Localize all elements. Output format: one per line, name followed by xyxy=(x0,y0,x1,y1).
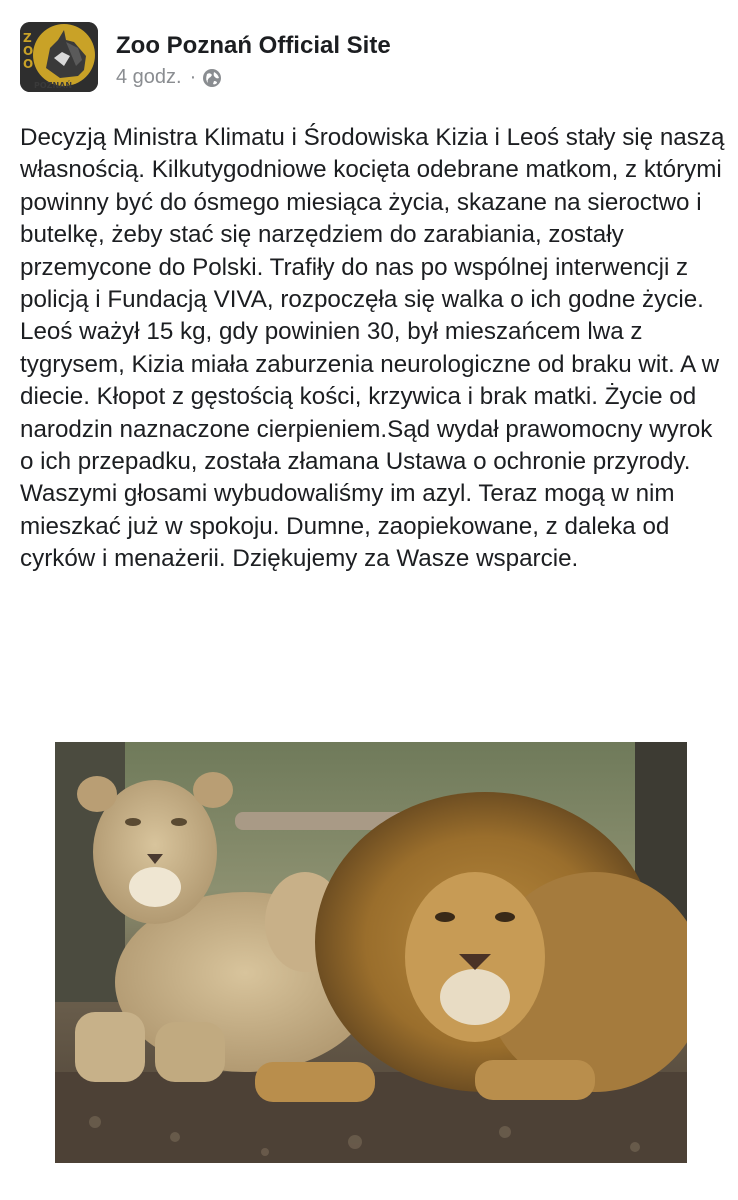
avatar[interactable] xyxy=(20,22,98,92)
post-time[interactable]: 4 godz. xyxy=(116,66,182,88)
svg-text:O: O xyxy=(23,44,34,58)
svg-text:Z: Z xyxy=(23,31,32,45)
post-meta xyxy=(116,66,222,89)
post-header xyxy=(20,22,720,94)
post-text: Decyzją Ministra Klimatu i Środowiska Kizia i Leoś stały się naszą własnością. Kilkutygodniowe kocięta odebrane matkom, z którymi powinny być do ósmego miesiąca życia, skazane na sieroctwo i butelkę, żeby stać się narzędziem do zarabiania, zostały przemycone do Polski. Trafiły do nas po wspólnej interwencji z policją i Fundacją VIVA, rozpoczęła się walka o ich godne życie. Leoś ważył 15 kg, gdy powinien 30, był mieszańcem lwa z tygrysem, Kizia miała zaburzenia neurologiczne od braku wit. A w diecie. Kłopot z gęstością kości, krzywica i brak matki. Życie od narodzin naznaczone cierpieniem.Sąd wydał prawomocny wyrok o ich przepadku, została złamana Ustawa o ochronie przyrody. Waszymi głosami wybudowaliśmy im azyl. Teraz mogą w nim mieszkać już w spokoju. Dumne, zaopiekowane, z daleka od cyrków i menażerii. Dziękujemy za Wasze wsparcie. xyxy=(20,124,725,573)
post-photo[interactable] xyxy=(55,742,687,1163)
lions-photo xyxy=(55,742,687,1163)
zoo-poznan-logo xyxy=(20,22,98,92)
globe-icon xyxy=(202,68,222,88)
meta-separator: · xyxy=(189,66,197,88)
avatar-subtext: POZNAŃ xyxy=(34,81,73,90)
post-author[interactable]: Zoo Poznań Official Site xyxy=(116,32,391,59)
svg-text:O: O xyxy=(23,57,34,71)
